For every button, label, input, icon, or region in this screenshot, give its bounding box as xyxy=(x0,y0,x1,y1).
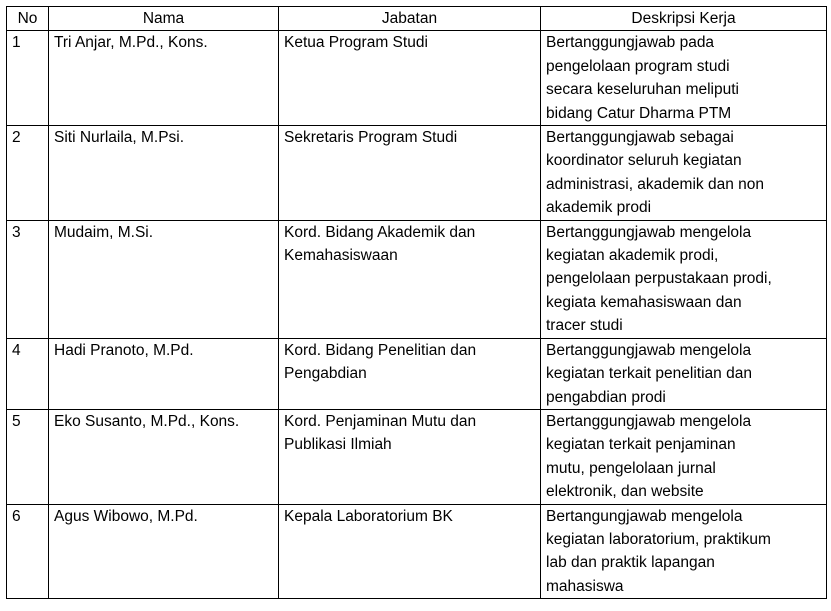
cell-jabatan: Kepala Laboratorium BK xyxy=(279,504,541,599)
cell-nama: Agus Wibowo, M.Pd. xyxy=(49,504,279,599)
cell-deskripsi: Bertanggungjawab sebagai koordinator seluruh kegiatan administrasi, akademik dan non akademik prodi xyxy=(541,126,827,221)
table-row xyxy=(7,220,827,338)
cell-jabatan: Kord. Penjaminan Mutu dan Publikasi Ilmiah xyxy=(279,409,541,504)
table-row xyxy=(7,338,827,409)
cell-jabatan: Sekretaris Program Studi xyxy=(279,126,541,221)
cell-no: 3 xyxy=(7,220,49,338)
table-header-row xyxy=(7,7,827,31)
cell-nama: Tri Anjar, M.Pd., Kons. xyxy=(49,31,279,126)
cell-jabatan: Ketua Program Studi xyxy=(279,31,541,126)
cell-no: 6 xyxy=(7,504,49,599)
header-no: No xyxy=(7,7,49,31)
table-row xyxy=(7,504,827,599)
table-row xyxy=(7,31,827,126)
cell-deskripsi: Bertanggungjawab pada pengelolaan program studi secara keseluruhan meliputi bidang Catur Dharma PTM xyxy=(541,31,827,126)
table-row xyxy=(7,409,827,504)
cell-nama: Eko Susanto, M.Pd., Kons. xyxy=(49,409,279,504)
cell-deskripsi: Bertanggungjawab mengelola kegiatan terkait penjaminan mutu, pengelolaan jurnal elektronik, dan website xyxy=(541,409,827,504)
cell-nama: Siti Nurlaila, M.Psi. xyxy=(49,126,279,221)
staff-table xyxy=(6,6,827,599)
table-row xyxy=(7,126,827,221)
cell-deskripsi: Bertangungjawab mengelola kegiatan laboratorium, praktikum lab dan praktik lapangan mahasiswa xyxy=(541,504,827,599)
cell-no: 2 xyxy=(7,126,49,221)
cell-jabatan: Kord. Bidang Penelitian dan Pengabdian xyxy=(279,338,541,409)
cell-jabatan: Kord. Bidang Akademik dan Kemahasiswaan xyxy=(279,220,541,338)
cell-nama: Hadi Pranoto, M.Pd. xyxy=(49,338,279,409)
cell-deskripsi: Bertanggungjawab mengelola kegiatan terkait penelitian dan pengabdian prodi xyxy=(541,338,827,409)
cell-no: 1 xyxy=(7,31,49,126)
header-nama: Nama xyxy=(49,7,279,31)
header-deskripsi-kerja: Deskripsi Kerja xyxy=(541,7,827,31)
cell-deskripsi: Bertanggungjawab mengelola kegiatan akademik prodi, pengelolaan perpustakaan prodi, kegiata kemahasiswaan dan tracer studi xyxy=(541,220,827,338)
cell-nama: Mudaim, M.Si. xyxy=(49,220,279,338)
header-jabatan: Jabatan xyxy=(279,7,541,31)
cell-no: 5 xyxy=(7,409,49,504)
cell-no: 4 xyxy=(7,338,49,409)
